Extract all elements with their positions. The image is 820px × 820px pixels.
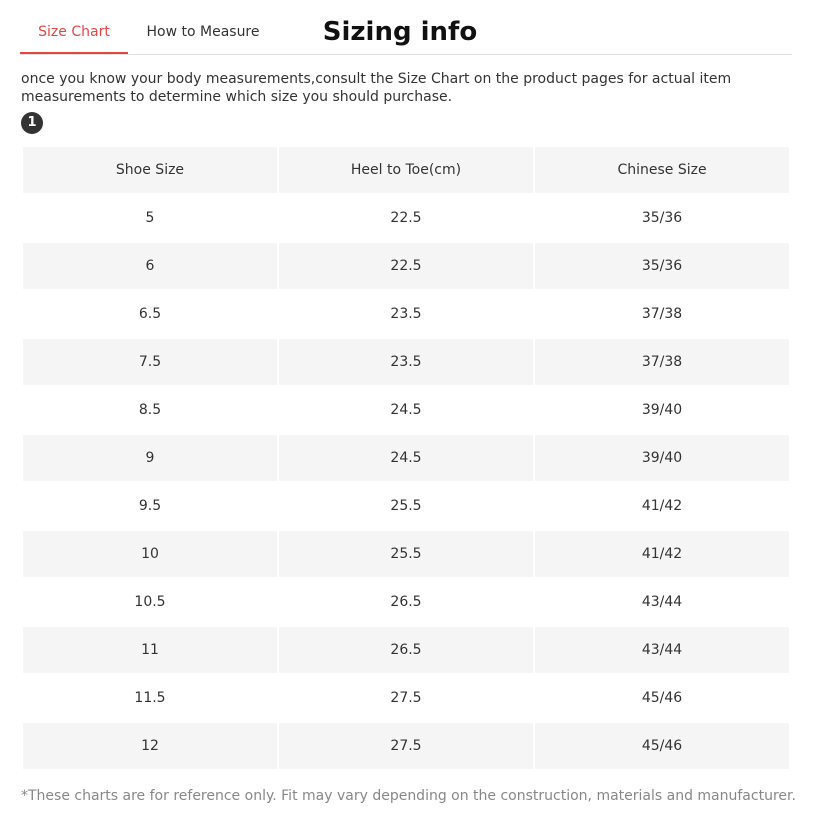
cell-heel-to-toe: 26.5 bbox=[390, 594, 422, 610]
cell-heel-to-toe: 24.5 bbox=[279, 435, 533, 481]
reference-footnote: *These charts are for reference only. Fit may vary depending on the construction, materials and manufacturer. bbox=[21, 788, 796, 804]
cell-heel-to-toe: 25.5 bbox=[279, 531, 533, 577]
cell-chinese-size: 45/46 bbox=[641, 690, 683, 706]
table-row bbox=[23, 531, 789, 577]
cell-shoe-size: 11 bbox=[23, 627, 277, 673]
cell-chinese-size: 35/36 bbox=[535, 243, 789, 289]
cell-chinese-size: 35/36 bbox=[641, 210, 683, 226]
cell-chinese-size: 43/44 bbox=[641, 594, 683, 610]
cell-chinese-size: 41/42 bbox=[535, 531, 789, 577]
table-row bbox=[23, 723, 789, 769]
tab-size-chart[interactable]: Size Chart bbox=[20, 14, 128, 54]
table-header-row bbox=[23, 147, 789, 193]
cell-shoe-size: 11.5 bbox=[134, 690, 166, 706]
cell-chinese-size: 37/38 bbox=[535, 339, 789, 385]
cell-shoe-size: 9.5 bbox=[138, 498, 162, 514]
cell-shoe-size: 10.5 bbox=[134, 594, 166, 610]
size-chart-table bbox=[21, 145, 791, 771]
tab-how-to-measure[interactable]: How to Measure bbox=[146, 24, 260, 40]
cell-chinese-size: 39/40 bbox=[641, 402, 683, 418]
table-row bbox=[23, 387, 789, 433]
column-header-chinese-size: Chinese Size bbox=[535, 147, 789, 193]
column-header-shoe-size: Shoe Size bbox=[23, 147, 277, 193]
page-title: Sizing info bbox=[322, 17, 478, 47]
cell-shoe-size: 12 bbox=[23, 723, 277, 769]
column-header-heel-to-toe: Heel to Toe(cm) bbox=[279, 147, 533, 193]
cell-chinese-size: 43/44 bbox=[535, 627, 789, 673]
table-row bbox=[23, 675, 789, 721]
table-row bbox=[23, 243, 789, 289]
cell-heel-to-toe: 27.5 bbox=[390, 690, 422, 706]
cell-shoe-size: 7.5 bbox=[23, 339, 277, 385]
cell-heel-to-toe: 24.5 bbox=[390, 402, 422, 418]
step-number-badge: 1 bbox=[21, 112, 43, 134]
cell-heel-to-toe: 25.5 bbox=[390, 498, 422, 514]
table-row bbox=[23, 579, 789, 625]
table-row bbox=[23, 339, 789, 385]
table-row bbox=[23, 195, 789, 241]
cell-heel-to-toe: 26.5 bbox=[279, 627, 533, 673]
cell-shoe-size: 6.5 bbox=[138, 306, 162, 322]
intro-text: once you know your body measurements,consult the Size Chart on the product pages for actual item measurements to determine which size you should purchase. bbox=[21, 71, 732, 105]
cell-shoe-size: 10 bbox=[23, 531, 277, 577]
cell-heel-to-toe: 23.5 bbox=[390, 306, 422, 322]
cell-heel-to-toe: 23.5 bbox=[279, 339, 533, 385]
cell-heel-to-toe: 27.5 bbox=[279, 723, 533, 769]
table-row bbox=[23, 291, 789, 337]
cell-chinese-size: 45/46 bbox=[535, 723, 789, 769]
cell-heel-to-toe: 22.5 bbox=[279, 243, 533, 289]
cell-chinese-size: 39/40 bbox=[535, 435, 789, 481]
cell-chinese-size: 41/42 bbox=[641, 498, 683, 514]
cell-heel-to-toe: 22.5 bbox=[390, 210, 422, 226]
cell-shoe-size: 9 bbox=[23, 435, 277, 481]
cell-chinese-size: 37/38 bbox=[641, 306, 683, 322]
table-row bbox=[23, 627, 789, 673]
cell-shoe-size: 5 bbox=[145, 210, 155, 226]
cell-shoe-size: 6 bbox=[23, 243, 277, 289]
table-row bbox=[23, 435, 789, 481]
cell-shoe-size: 8.5 bbox=[138, 402, 162, 418]
table-row bbox=[23, 483, 789, 529]
